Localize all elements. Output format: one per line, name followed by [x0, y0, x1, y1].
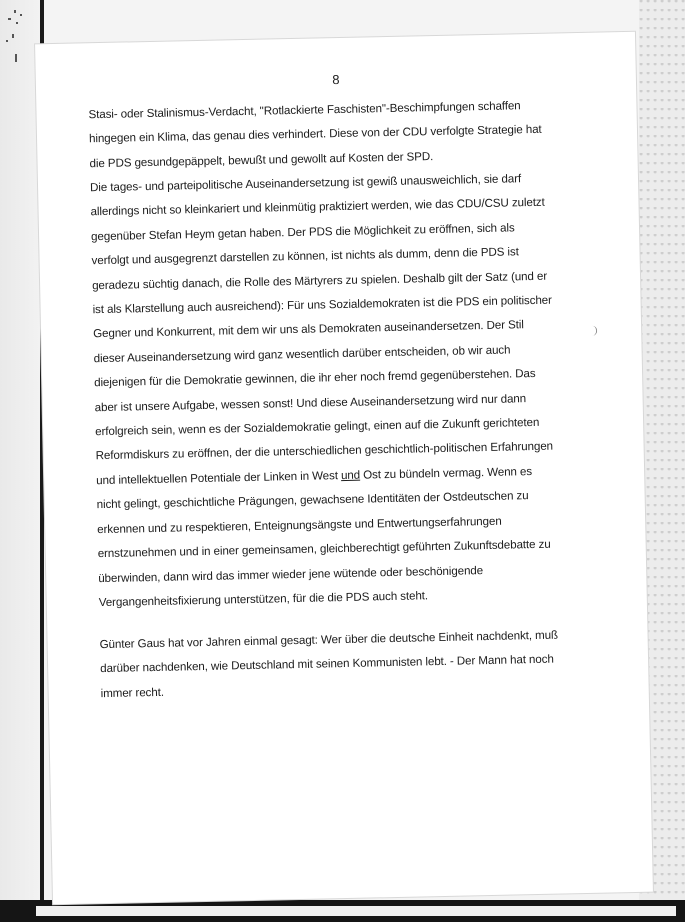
paragraph-1	[88, 92, 609, 176]
document-page	[35, 32, 653, 904]
text-line: ernstzunehmen und in einer gemeinsamen, gleichberechtigt geführten Zukunftsdebatte zu	[97, 537, 551, 561]
page-number: 8	[332, 72, 340, 88]
text-line: aber ist unsere Aufgabe, wessen sonst! Und diese Auseinandersetzung wird nur dann	[94, 391, 527, 414]
text-line: nicht gelingt, geschichtliche Prägungen, gewachsene Identitäten der Ostdeutschen zu	[96, 489, 529, 512]
text-line: hingegen ein Klima, das genau dies verhindert. Diese von der CDU verfolgte Strategie hat	[88, 123, 542, 146]
paragraph-2	[90, 165, 619, 615]
text-line: darüber nachdenken, wie Deutschland mit seinen Kommunisten lebt. - Der Mann hat noch	[100, 653, 554, 676]
scan-left-margin	[0, 0, 40, 922]
text-line: dieser Auseinandersetzung wird ganz wesentlich darüber entscheiden, ob wir auch	[93, 343, 511, 366]
text-line: Die tages- und parteipolitische Auseinandersetzung ist gewiß unausweichlich, sie darf	[89, 172, 522, 195]
text-line: geradezu süchtig danach, die Rolle des Märtyrers zu spielen. Deshalb gilt der Satz (und er	[91, 269, 548, 292]
text-line: Stasi- oder Stalinismus-Verdacht, "Rotlackierte Faschisten"-Beschimpfungen schaffen	[88, 99, 521, 122]
text-line: erfolgreich sein, wenn es der Sozialdemokratie gelingt, einen auf die Zukunft gerichteten	[95, 415, 540, 439]
text-line: Günter Gaus hat vor Jahren einmal gesagt: Wer über die deutsche Einheit nachdenkt, muß	[99, 628, 559, 652]
paragraph-3	[99, 622, 620, 706]
text-line: Gegner und Konkurrent, mit dem wir uns als Demokraten auseinandersetzen. Der Stil	[93, 318, 524, 341]
text-line: Vergangenheitsfixierung unterstützen, für die die PDS auch steht.	[98, 589, 429, 610]
text-line: erkennen und zu respektieren, Enteignungsängste und Entwertungserfahrungen	[97, 514, 502, 536]
text-line: gegenüber Stefan Heym getan haben. Der PDS die Möglichkeit zu eröffnen, sich als	[90, 221, 515, 244]
text-line: überwinden, dann wird das immer wieder jene wütende oder beschönigende	[98, 563, 484, 585]
text-line: ist als Klarstellung auch ausreichend): Für uns Sozialdemokraten ist die PDS ein politischer	[92, 293, 552, 317]
scan-bottom-edge	[36, 906, 676, 916]
text-line: diejenigen für die Demokratie gewinnen, die ihr eher noch fremd gegenüberstehen. Das	[94, 367, 536, 390]
underlined-word: und	[340, 468, 361, 482]
text-line: allerdings nicht so kleinkariert und kleinmütig praktiziert werden, wie das CDU/CSU zuletzt	[90, 196, 545, 219]
text-line: Reformdiskurs zu eröffnen, der die unterschiedlichen geschichtlich-politischen Erfahrungen	[95, 440, 554, 463]
scan-noise-marks	[2, 8, 32, 68]
text-line: die PDS gesundgepäppelt, bewußt und gewollt auf Kosten der SPD.	[89, 149, 434, 171]
text-line: immer recht.	[100, 685, 165, 700]
text-segment: Ost zu bündeln vermag. Wenn es	[359, 464, 533, 482]
text-line: verfolgt und ausgegrenzt darstellen zu können, ist nichts als dumm, denn die PDS ist	[91, 245, 519, 268]
text-segment: und intellektuellen Potentiale der Linken in West	[96, 468, 342, 488]
